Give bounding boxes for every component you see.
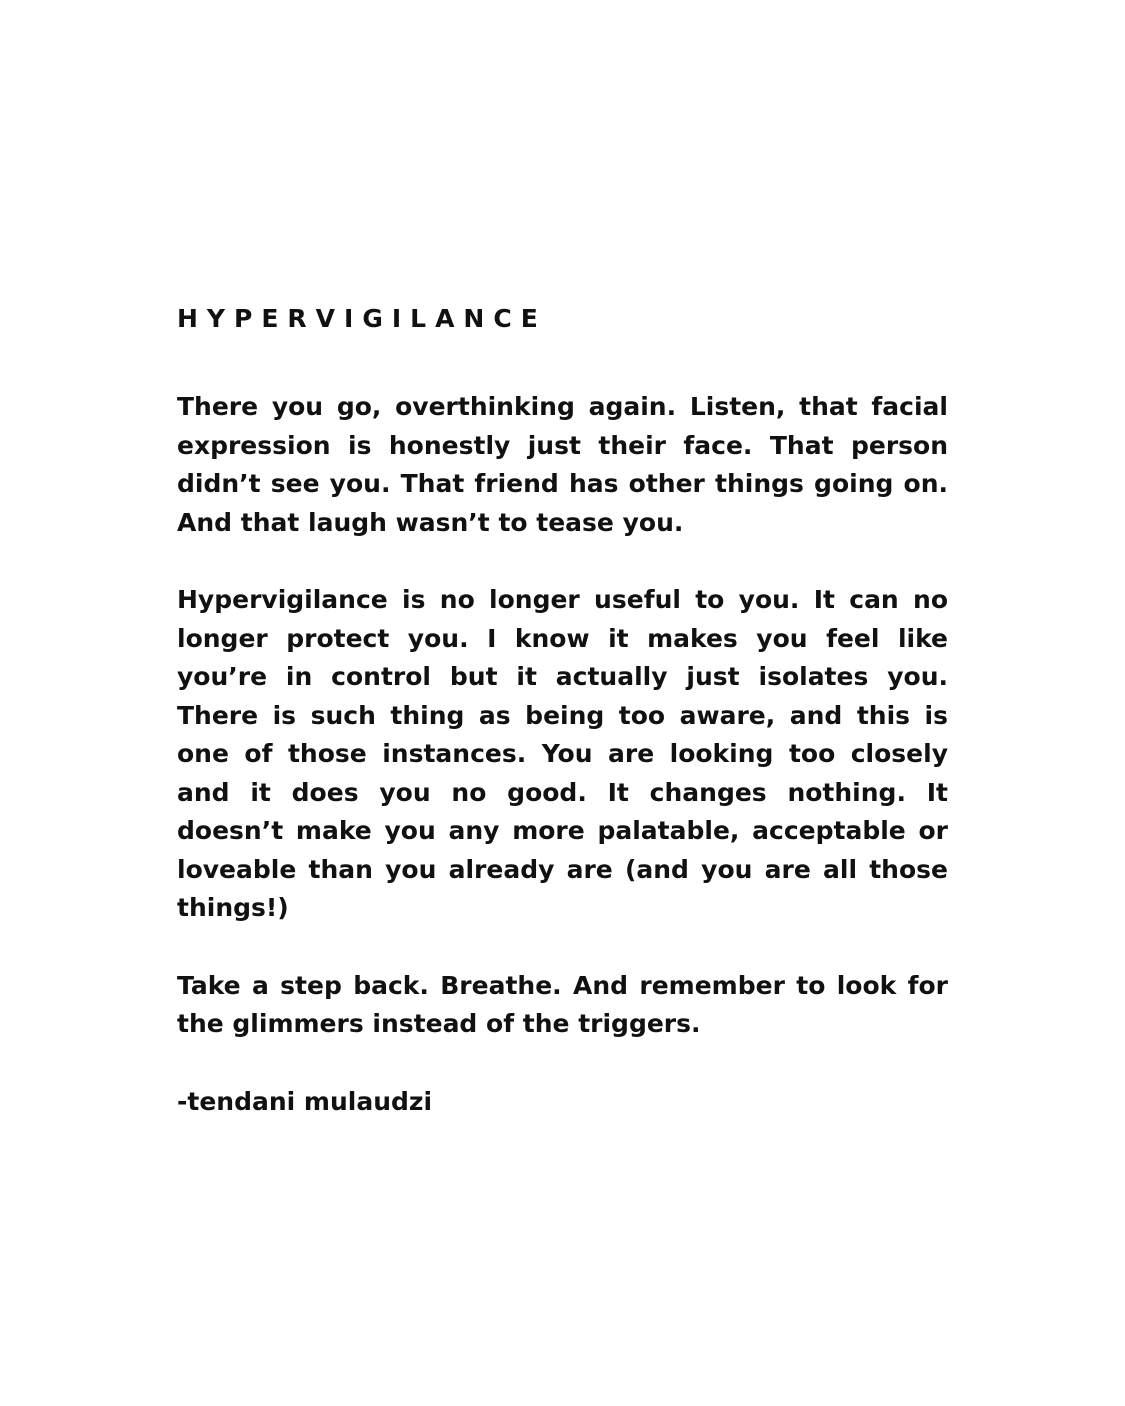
poem-paragraph-2: Hypervigilance is no longer useful to you. It can no longer protect you. I know it makes you feel like you’re in control but it actually just isolates you. There is such thing as being too aware, and this is one of those instances. You are looking too closely and it does you no good. It changes nothing. It doesn’t make you any more palatable, acceptable or loveable than you already are (and you are all those things!) [177,585,948,922]
poem-content [177,300,948,1121]
poem-paragraph-1: There you go, overthinking again. Listen, that facial expression is honestly just their face. That person didn’t see you. That friend has other things going on. And that laugh wasn’t to tease you. [177,392,948,537]
poem-title: HYPERVIGILANCE [177,304,547,333]
poem-paragraph-3: Take a step back. Breathe. And remember to look for the glimmers instead of the triggers. [177,970,948,1038]
author-signature: -tendani mulaudzi [177,1086,433,1116]
